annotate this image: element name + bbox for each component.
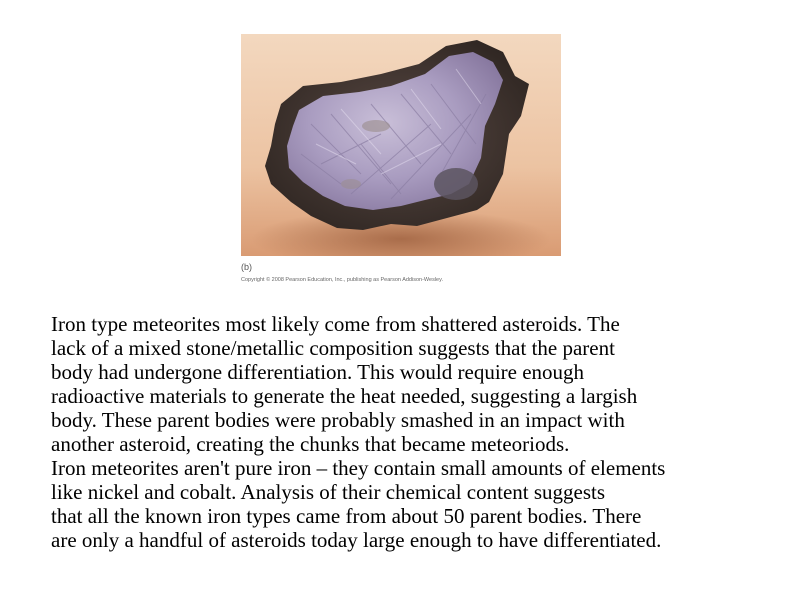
text-line: Iron type meteorites most likely come from shattered asteroids. The xyxy=(51,312,620,336)
text-line: are only a handful of asteroids today large enough to have differentiated. xyxy=(51,528,662,552)
body-text xyxy=(51,312,781,552)
text-line: radioactive materials to generate the heat needed, suggesting a largish xyxy=(51,384,638,408)
text-line: body had undergone differentiation. This would require enough xyxy=(51,360,585,384)
text-line: Iron meteorites aren't pure iron – they contain small amounts of elements xyxy=(51,456,666,480)
text-line: lack of a mixed stone/metallic composition suggests that the parent xyxy=(51,336,615,360)
text-line: like nickel and cobalt. Analysis of their chemical content suggests xyxy=(51,480,606,504)
meteorite-illustration xyxy=(241,34,561,256)
text-line: that all the known iron types came from about 50 parent bodies. There xyxy=(51,504,642,528)
figure-panel-label: (b) xyxy=(241,262,252,272)
inclusion xyxy=(434,168,478,200)
text-line: body. These parent bodies were probably smashed in an impact with xyxy=(51,408,625,432)
text-line: another asteroid, creating the chunks that became meteoriods. xyxy=(51,432,570,456)
figure-copyright: Copyright © 2008 Pearson Education, Inc., publishing as Pearson Addison-Wesley. xyxy=(241,277,443,283)
meteorite-photo xyxy=(241,34,561,256)
